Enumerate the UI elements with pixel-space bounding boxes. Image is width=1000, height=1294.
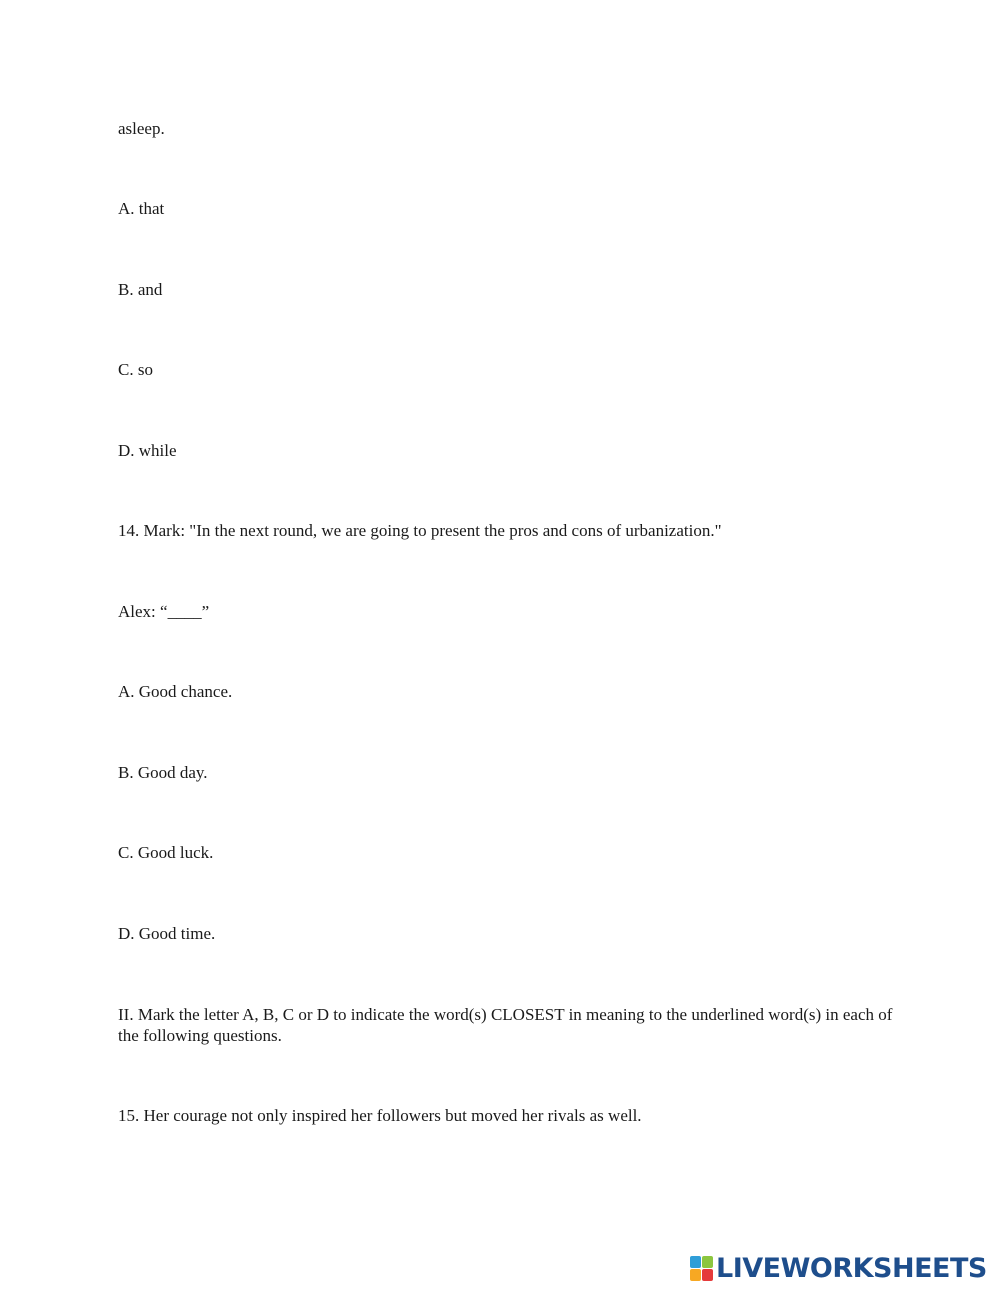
section-ii-instructions: II. Mark the letter A, B, C or D to indicate the word(s) CLOSEST in meaning to the underlined word(s) in each of the following questions. [118, 1005, 893, 1045]
option-c: C. Good luck. [118, 843, 214, 862]
logo-squares-icon [690, 1256, 714, 1282]
question-15: 15. Her courage not only inspired her followers but moved her rivals as well. [118, 1106, 642, 1125]
question-13-continuation: asleep. [118, 119, 165, 138]
option-b: B. Good day. [118, 763, 208, 782]
option-a: A. Good chance. [118, 682, 233, 701]
liveworksheets-logo [690, 1254, 987, 1284]
question-14: 14. Mark: "In the next round, we are going to present the pros and cons of urbanization." [118, 521, 722, 540]
option-c: C. so [118, 360, 153, 379]
option-a: A. that [118, 199, 165, 218]
question-14-response: Alex: “____” [118, 602, 210, 621]
option-d: D. Good time. [118, 924, 216, 943]
option-d: D. while [118, 441, 177, 460]
logo-wordmark: LIVEWORKSHEETS [716, 1253, 987, 1284]
option-b: B. and [118, 280, 163, 299]
